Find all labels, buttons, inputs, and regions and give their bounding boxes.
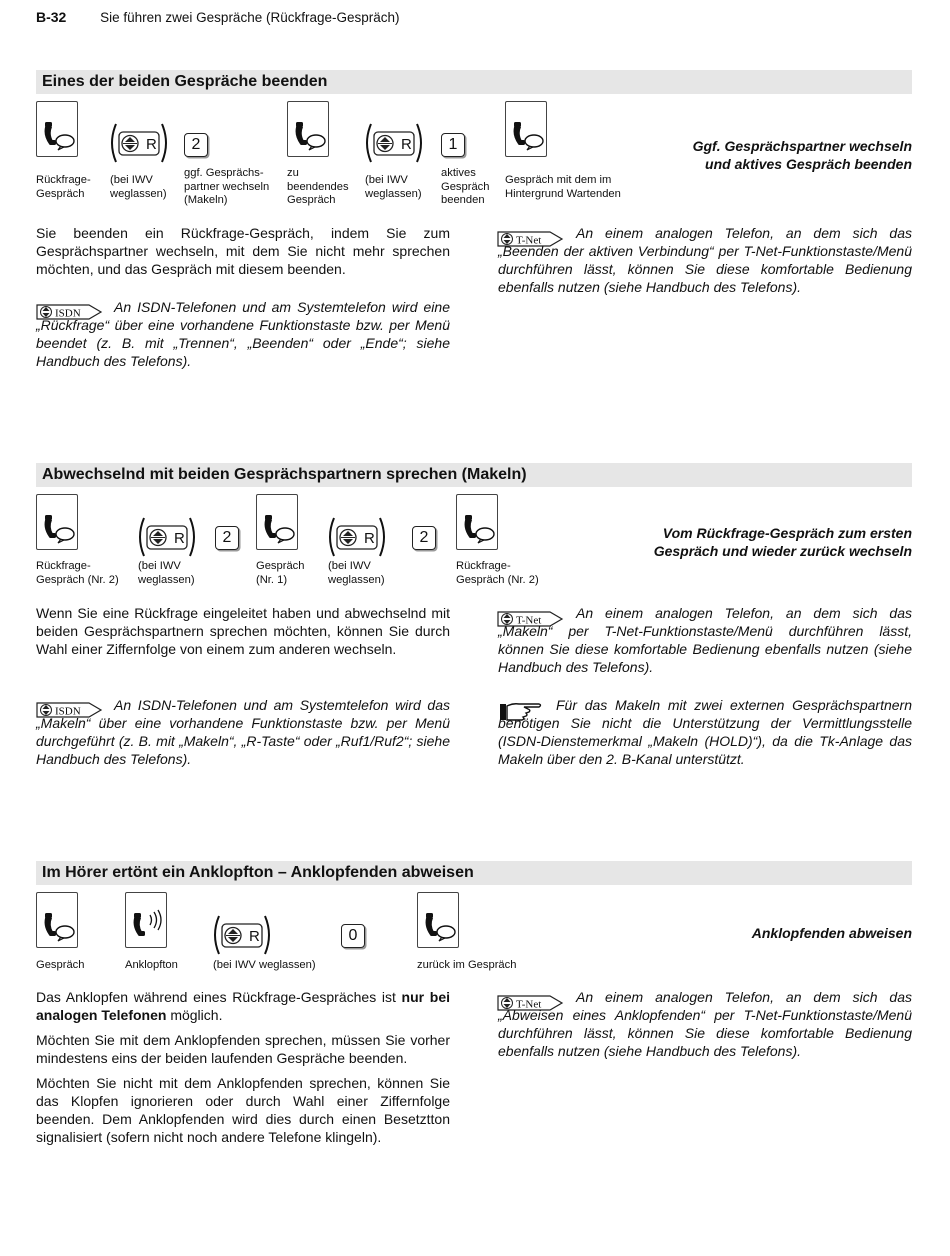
side-title-line: Vom Rückfrage-Gespräch zum ersten <box>662 525 912 541</box>
r-key-icon <box>326 514 388 560</box>
step-caption: zurück im Gespräch <box>417 959 517 971</box>
section-3-paragraph-2: Möchten Sie mit dem Anklopfenden sprechen, müssen Sie vorher mindestens eins der beiden laufenden Gespräche beenden. <box>36 1032 450 1066</box>
step-caption: (bei IWV weglassen) <box>110 174 167 200</box>
section-3-body <box>36 988 450 1146</box>
side-title-line: Anklopfenden abweisen <box>751 925 912 941</box>
digit-key-2: 2 <box>412 526 436 550</box>
handset-icon <box>456 494 498 550</box>
section-2-hint-note: Für das Makeln mit zwei externen Gesprächspartnern benötigen Sie nicht die Unterstützung der Vermittlungsstelle (ISDN-Dienstemerkmal „Makeln (HOLD)“), da die Tk-Anlage das Makeln über den 2. B-Kanal unterstützt. <box>498 697 912 767</box>
step-caption: (bei IWV weglassen) <box>365 174 422 200</box>
r-key-label: R <box>174 530 185 547</box>
section-title-1: Eines der beiden Gespräche beenden <box>36 70 912 94</box>
handset-icon <box>417 892 459 948</box>
r-key-label: R <box>146 136 157 153</box>
tnet-tag-label: T-Net <box>516 614 542 627</box>
handset-icon <box>36 494 78 550</box>
handset-icon <box>287 101 329 157</box>
step-caption: aktives Gespräch beenden <box>441 167 490 206</box>
digit-key-0: 0 <box>341 924 365 948</box>
section-1-tnet-note: An einem analogen Telefon, an dem sich das „Beenden der aktiven Verbindung“ per T-Net-Funktionstaste/Menü durchführen lässt, können Sie diese komfortable Bedienung ebenfalls nutzen (siehe Handbuch des Telefons). <box>498 225 912 295</box>
step-caption: Gespräch mit dem im Hintergrund Wartenden <box>505 174 621 200</box>
ringing-handset-icon <box>125 892 167 948</box>
step-caption: Rückfrage- Gespräch <box>36 174 91 200</box>
page-header-title: Sie führen zwei Gespräche (Rückfrage-Gespräch) <box>100 10 400 25</box>
section-2-body: Wenn Sie eine Rückfrage eingeleitet haben und abwechselnd mit beiden Gesprächspartnern sprechen möchten, können Sie durch Wahl einer Ziffernfolge von einem zum anderen wechseln. <box>36 605 450 657</box>
page-number: B-32 <box>36 9 67 25</box>
bold-span: nur bei analogen Telefonen <box>36 989 450 1023</box>
handset-icon <box>505 101 547 157</box>
section-1-side-title <box>693 137 912 173</box>
side-title-line: Gespräch und wieder zurück wechseln <box>653 543 912 559</box>
step-caption: (bei IWV weglassen) <box>328 560 385 586</box>
r-key-icon <box>211 912 273 958</box>
step-caption: zu beendendes Gespräch <box>287 167 349 206</box>
handset-icon <box>36 892 78 948</box>
tnet-tag-label: T-Net <box>516 234 542 247</box>
step-caption: Gespräch (Nr. 1) <box>256 560 305 586</box>
isdn-tag-label: ISDN <box>55 307 81 320</box>
text-span: möglich. <box>166 1007 223 1023</box>
text-span: Das Anklopfen während eines Rückfrage-Gespräches ist <box>36 989 402 1005</box>
step-caption: Anklopfton <box>125 959 178 971</box>
section-3-paragraph-3: Möchten Sie nicht mit dem Anklopfenden sprechen, können Sie das Klopfen ignorieren oder durch Wahl einer Ziffernfolge beenden. Dem Anklopfenden wird dies durch einen Besetztton signalisiert (sofern nicht noch andere Telefone klingeln). <box>36 1075 450 1145</box>
tnet-tag-label: T-Net <box>516 998 542 1011</box>
isdn-tag-label: ISDN <box>55 705 81 718</box>
section-2-isdn-note: An ISDN-Telefonen und am Systemtelefon wird das „Makeln“ über eine vorhandene Funktionstaste bzw. per Menü durchgeführt (z. B. mit „Makeln“, „R-Taste“ oder „Ruf1/Ruf2“; siehe Handbuch des Telefons). <box>36 697 450 767</box>
digit-key-2: 2 <box>184 133 208 157</box>
step-caption: ggf. Gesprächs- partner wechseln (Makeln) <box>184 167 270 206</box>
side-title-line: und aktives Gespräch beenden <box>705 156 912 172</box>
section-2-tnet-note: An einem analogen Telefon, an dem sich das „Makeln“ per T-Net-Funktionstaste/Menü durchführen lässt, können Sie diese komfortable Bedienung ebenfalls nutzen (siehe Handbuch des Telefons). <box>498 605 912 675</box>
r-key-icon <box>363 120 425 166</box>
handset-icon <box>36 101 78 157</box>
handset-icon <box>256 494 298 550</box>
step-caption: Rückfrage- Gespräch (Nr. 2) <box>36 560 119 586</box>
page-header <box>36 9 400 25</box>
section-1-isdn-note: An ISDN-Telefonen und am Systemtelefon wird eine „Rückfrage“ über eine vorhandene Funktionstaste bzw. per Menü beendet (z. B. mit „Trennen“, „Beenden“ oder „Ende“; siehe Handbuch des Telefons). <box>36 299 450 369</box>
step-caption: Gespräch <box>36 959 85 971</box>
section-title-3: Im Hörer ertönt ein Anklopfton – Anklopfenden abweisen <box>36 861 912 885</box>
r-key-icon <box>108 120 170 166</box>
digit-key-2: 2 <box>215 526 239 550</box>
section-3-paragraph-1 <box>36 988 450 1024</box>
r-key-icon <box>136 514 198 560</box>
step-caption: (bei IWV weglassen) <box>213 959 316 971</box>
section-2-side-title <box>654 524 912 560</box>
section-1-body: Sie beenden ein Rückfrage-Gespräch, indem Sie zum Gesprächspartner wechseln, mit dem Sie nicht mehr sprechen möchten, und das Gespräch mit diesem beenden. <box>36 225 450 277</box>
digit-key-1: 1 <box>441 133 465 157</box>
section-3-side-title <box>752 924 912 942</box>
side-title-line: Ggf. Gesprächspartner wechseln <box>692 138 912 154</box>
step-caption: (bei IWV weglassen) <box>138 560 195 586</box>
r-key-label: R <box>249 928 260 945</box>
section-title-2: Abwechselnd mit beiden Gesprächspartnern sprechen (Makeln) <box>36 463 912 487</box>
section-3-tnet-note: An einem analogen Telefon, an dem sich das „Abweisen eines Anklopfenden“ per T-Net-Funktionstaste/Menü durchführen lässt, können Sie diese komfortable Bedienung ebenfalls nutzen (siehe Handbuch des Telefons). <box>498 989 912 1059</box>
r-key-label: R <box>364 530 375 547</box>
step-caption: Rückfrage- Gespräch (Nr. 2) <box>456 560 539 586</box>
r-key-label: R <box>401 136 412 153</box>
